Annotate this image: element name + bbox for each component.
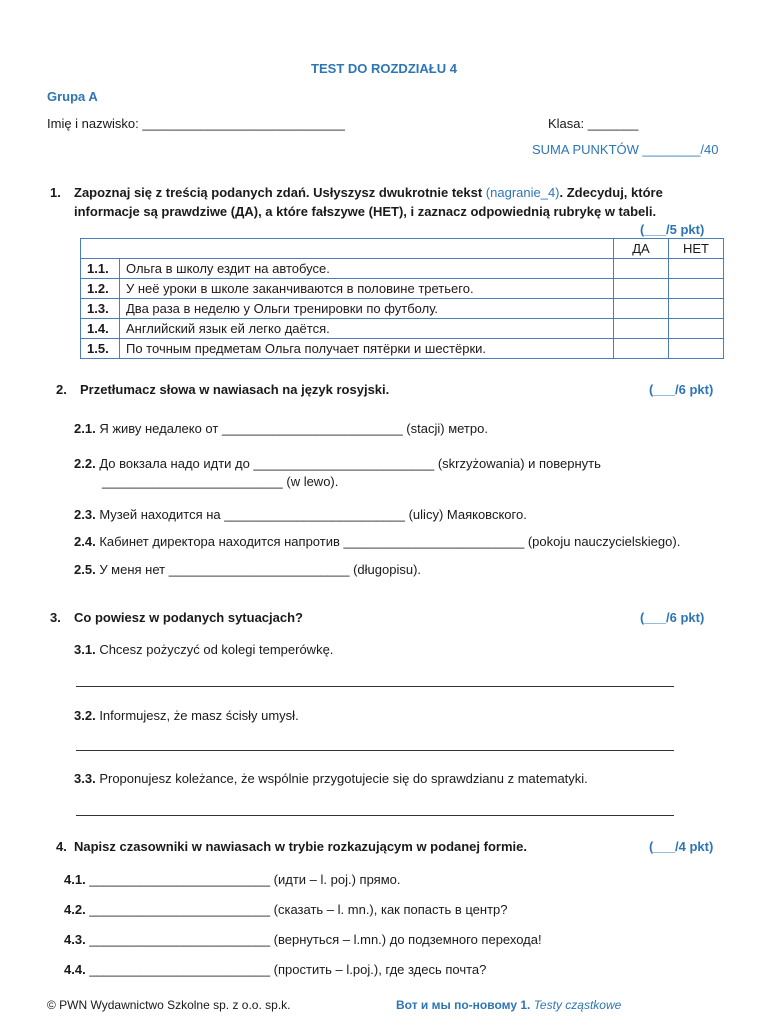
task2-item: 2.4. Кабинет директора находится напротив _________________________ (pokoju nauczycielskiego). xyxy=(74,534,681,549)
table-row xyxy=(81,299,724,319)
footer-book: Вот и мы по-новому 1. Testy cząstkowe xyxy=(396,998,622,1012)
row-number: 1.4. xyxy=(81,319,120,339)
row-statement: Английский язык ей легко даётся. xyxy=(120,319,614,339)
no-cell[interactable] xyxy=(669,339,724,359)
yes-cell[interactable] xyxy=(614,279,669,299)
task2-item: 2.3. Музей находится на _________________________ (ulicy) Маяковского. xyxy=(74,507,527,522)
row-number: 1.1. xyxy=(81,259,120,279)
task2-number: 2. xyxy=(56,382,67,397)
answer-line[interactable] xyxy=(76,686,674,687)
task3-number: 3. xyxy=(50,610,61,625)
total-points: SUMA PUNKTÓW ________/40 xyxy=(532,142,719,157)
row-statement: По точным предметам Ольга получает пятёрки и шестёрки. xyxy=(120,339,614,359)
task1-points: (___/5 pkt) xyxy=(640,222,705,237)
task2-item: 2.1. Я живу недалеко от _________________________ (stacji) метро. xyxy=(74,421,488,436)
yes-cell[interactable] xyxy=(614,339,669,359)
table-row xyxy=(81,279,724,299)
table-row xyxy=(81,259,724,279)
table-row xyxy=(81,319,724,339)
task2-instruction: Przetłumacz słowa w nawiasach na język rosyjski. xyxy=(80,382,390,397)
page-title: TEST DO ROZDZIAŁU 4 xyxy=(311,61,457,76)
true-false-table xyxy=(80,238,724,359)
row-statement: У неё уроки в школе заканчиваются в половине третьего. xyxy=(120,279,614,299)
task3-item: 3.2. Informujesz, że masz ścisły umysł. xyxy=(74,708,299,723)
task4-number: 4. xyxy=(56,839,67,854)
recording-link: (nagranie_4) xyxy=(485,185,560,200)
footer-copyright: © PWN Wydawnictwo Szkolne sp. z o.o. sp.k. xyxy=(47,998,291,1012)
task1-instruction-line2: informacje są prawdziwe (ДА), a które fałszywe (НЕТ), i zaznacz odpowiednią rubrykę w tabeli. xyxy=(74,204,657,219)
row-statement: Ольга в школу ездит на автобусе. xyxy=(120,259,614,279)
task3-item: 3.1. Chcesz pożyczyć od kolegi temperówkę. xyxy=(74,642,334,657)
task3-instruction: Co powiesz w podanych sytuacjach? xyxy=(74,610,303,625)
row-statement: Два раза в неделю у Ольги тренировки по футболу. xyxy=(120,299,614,319)
class-field: Klasa: _______ xyxy=(548,116,639,131)
task2-item: 2.2. До вокзала надо идти до _________________________ (skrzyżowania) и повернуть xyxy=(74,456,601,471)
row-number: 1.3. xyxy=(81,299,120,319)
answer-line[interactable] xyxy=(76,750,674,751)
task2-item-continuation: _________________________ (w lewo). xyxy=(102,474,339,489)
task4-points: (___/4 pkt) xyxy=(649,839,714,854)
yes-cell[interactable] xyxy=(614,299,669,319)
task4-item: 4.4. _________________________ (простить – l.poj.), где здесь почта? xyxy=(64,962,487,977)
name-field: Imię i nazwisko: ____________________________ xyxy=(47,116,345,131)
task2-points: (___/6 pkt) xyxy=(649,382,714,397)
task4-item: 4.3. _________________________ (вернуться – l.mn.) до подземного перехода! xyxy=(64,932,542,947)
no-cell[interactable] xyxy=(669,279,724,299)
task1-number: 1. xyxy=(50,185,61,200)
row-number: 1.5. xyxy=(81,339,120,359)
task4-item: 4.2. _________________________ (сказать – l. mn.), как попасть в центр? xyxy=(64,902,508,917)
table-row xyxy=(81,339,724,359)
row-number: 1.2. xyxy=(81,279,120,299)
yes-cell[interactable] xyxy=(614,259,669,279)
no-cell[interactable] xyxy=(669,259,724,279)
task1-instruction: Zapoznaj się z treścią podanych zdań. Usłyszysz dwukrotnie tekst (nagranie_4). Zdecyduj, które xyxy=(74,185,663,200)
task2-item: 2.5. У меня нет _________________________ (długopisu). xyxy=(74,562,422,577)
col-no: НЕТ xyxy=(669,239,724,259)
task3-points: (___/6 pkt) xyxy=(640,610,705,625)
task3-item: 3.3. Proponujesz koleżance, że wspólnie przygotujecie się do sprawdzianu z matematyki. xyxy=(74,771,588,786)
task4-item: 4.1. _________________________ (идти – l. poj.) прямо. xyxy=(64,872,401,887)
col-yes: ДА xyxy=(614,239,669,259)
group-label: Grupa A xyxy=(47,89,98,104)
yes-cell[interactable] xyxy=(614,319,669,339)
task4-instruction: Napisz czasowniki w nawiasach w trybie rozkazującym w podanej formie. xyxy=(74,839,527,854)
table-header-row xyxy=(81,239,724,259)
answer-line[interactable] xyxy=(76,815,674,816)
no-cell[interactable] xyxy=(669,299,724,319)
no-cell[interactable] xyxy=(669,319,724,339)
